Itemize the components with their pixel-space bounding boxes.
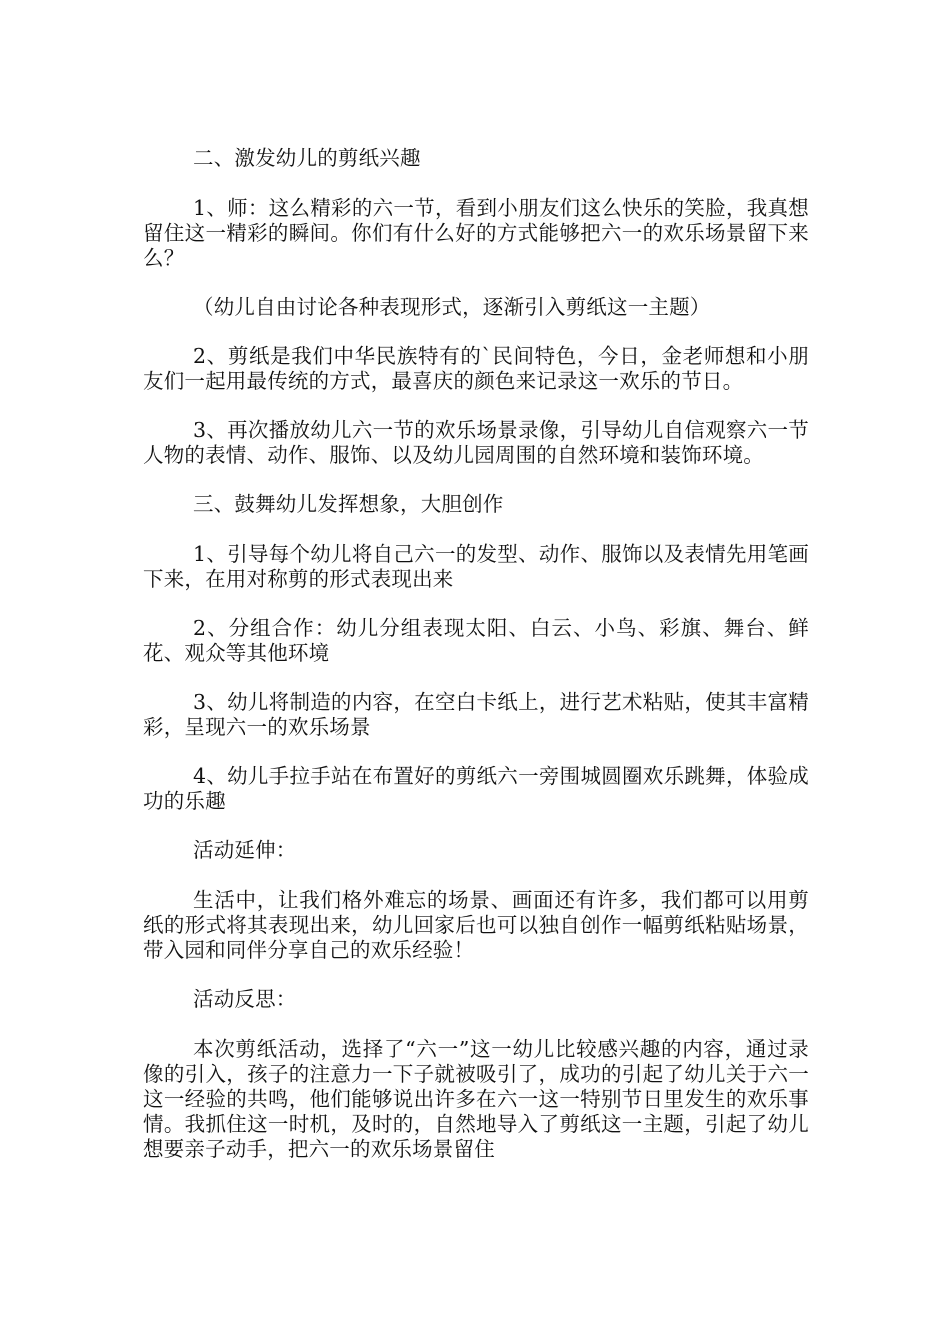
paragraph-replay-video: 3、再次播放幼儿六一节的欢乐场景录像，引导幼儿自信观察六一节人物的表情、动作、服饰、以及幼儿园周围的自然环境和装饰环境。 xyxy=(143,418,809,467)
paragraph-dance-circle: 4、幼儿手拉手站在布置好的剪纸六一旁围城圆圈欢乐跳舞，体验成功的乐趣 xyxy=(143,764,809,813)
paragraph-draw-and-cut: 1、引导每个幼儿将自己六一的发型、动作、服饰以及表情先用笔画下来，在用对称剪的形式表现出来 xyxy=(143,542,809,591)
paragraph-teacher-question: 1、师：这么精彩的六一节，看到小朋友们这么快乐的笑脸，我真想留住这一精彩的瞬间。你们有什么好的方式能够把六一的欢乐场景留下来么？ xyxy=(143,196,809,270)
paragraph-extension-content: 生活中，让我们格外难忘的场景、画面还有许多，我们都可以用剪纸的形式将其表现出来，幼儿回家后也可以独自创作一幅剪纸粘贴场景，带入园和同伴分享自己的欢乐经验！ xyxy=(143,888,809,962)
document-body xyxy=(143,146,809,1186)
paragraph-children-discussion: （幼儿自由讨论各种表现形式，逐渐引入剪纸这一主题） xyxy=(193,295,711,319)
section-heading-encourage-creation: 三、鼓舞幼儿发挥想象，大胆创作 xyxy=(193,492,504,516)
paragraph-group-work: 2、分组合作：幼儿分组表现太阳、白云、小鸟、彩旗、舞台、鲜花、观众等其他环境 xyxy=(143,616,809,665)
section-heading-extension: 活动延伸： xyxy=(193,838,297,862)
section-heading-reflection: 活动反思： xyxy=(193,987,297,1011)
paragraph-reflection-content: 本次剪纸活动，选择了“六一”这一幼儿比较感兴趣的内容，通过录像的引入，孩子的注意力一下子就被吸引了，成功的引起了幼儿关于六一这一经验的共鸣，他们能够说出许多在六一这一特别节日里发生的欢乐事情。我抓住这一时机，及时的，自然地导入了剪纸这一主题，引起了幼儿想要亲子动手，把六一的欢乐场景留住 xyxy=(143,1037,809,1161)
section-heading-stimulate-interest: 二、激发幼儿的剪纸兴趣 xyxy=(193,146,421,170)
paragraph-papercut-tradition: 2、剪纸是我们中华民族特有的`民间特色，今日，金老师想和小朋友们一起用最传统的方式，最喜庆的颜色来记录这一欢乐的节日。 xyxy=(143,344,809,393)
paragraph-art-pasting: 3、幼儿将制造的内容，在空白卡纸上，进行艺术粘贴，使其丰富精彩，呈现六一的欢乐场景 xyxy=(143,690,809,739)
